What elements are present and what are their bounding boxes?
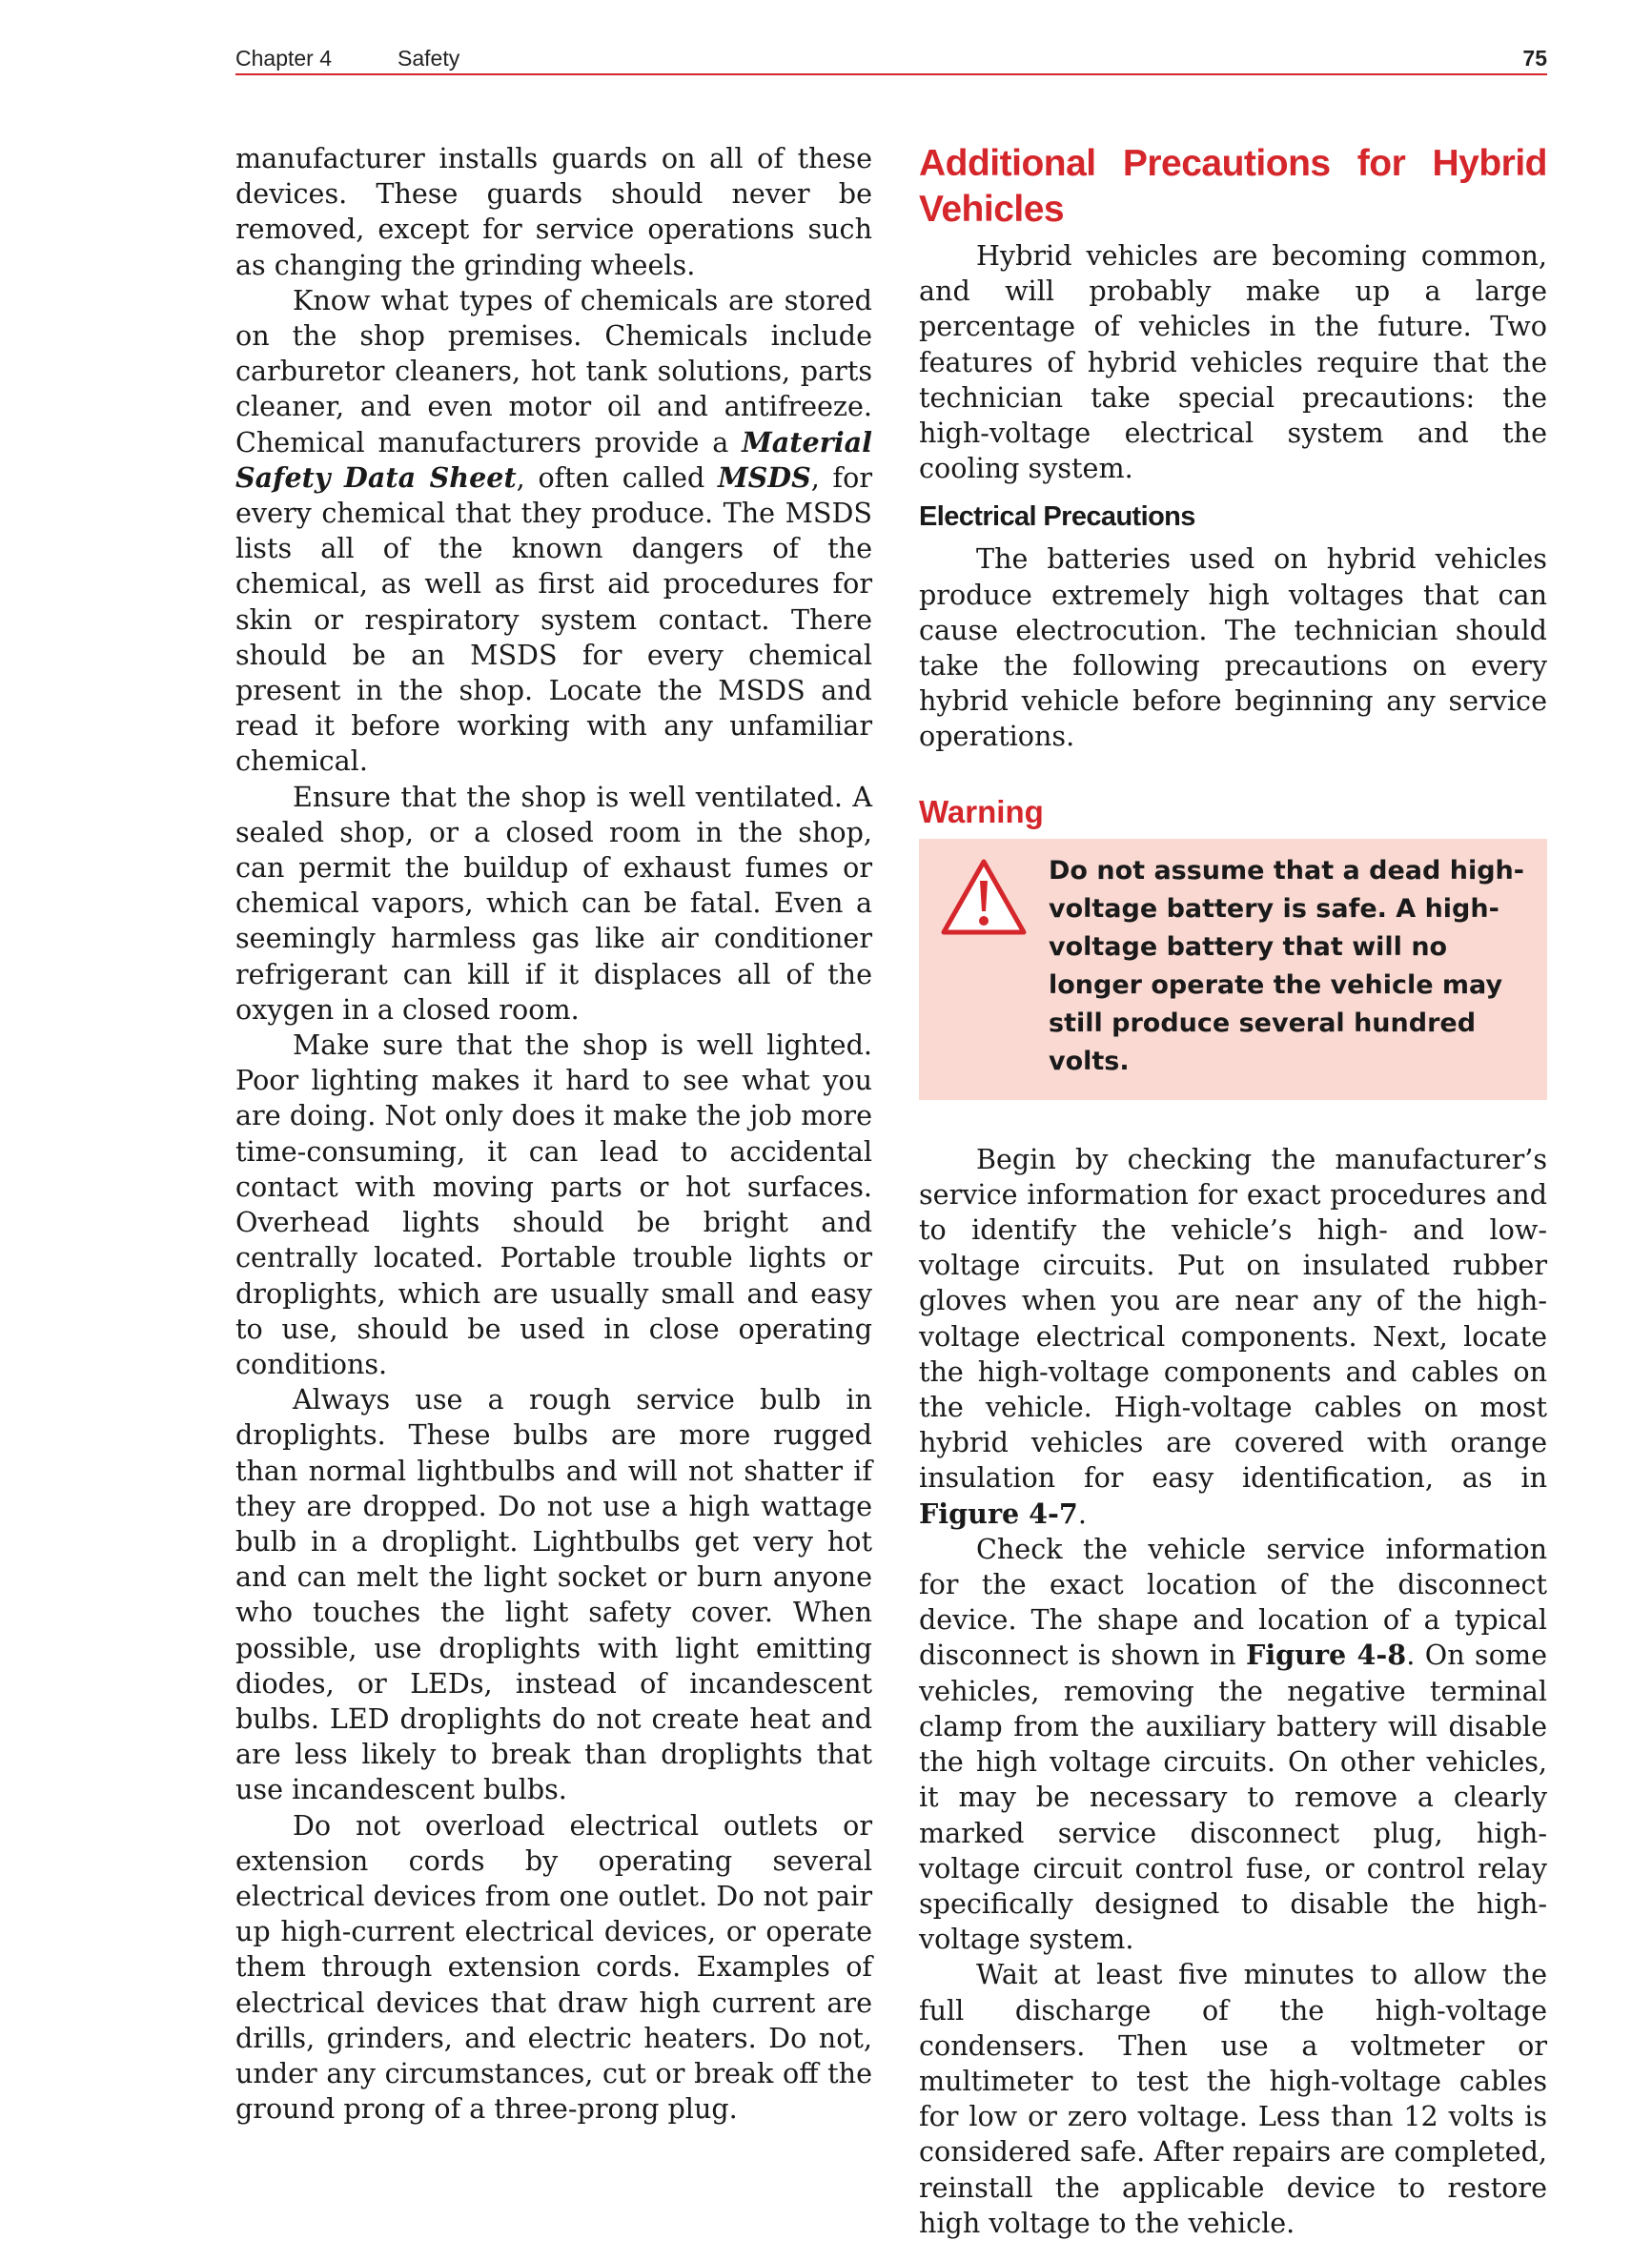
left-column bbox=[235, 141, 872, 2127]
text-run: Check the vehicle service information for the exact location of the disconnect device. The shape and location of a typical disconnect is shown in bbox=[919, 1532, 1547, 1672]
header-rule bbox=[235, 73, 1547, 75]
right-column bbox=[919, 141, 1547, 2241]
warning-label: Warning bbox=[919, 793, 1044, 829]
paragraph: Do not overload electrical outlets or extension cords by operating several electrical devices from one outlet. Do not pair up high-current electrical devices, or operate them through extension cords. Examples of electrical devices that draw high current are drills, grinders, and electric heaters. Do not, under any circumstances, cut or break off the ground prong of a three-prong plug. bbox=[235, 1808, 872, 2126]
paragraph: The batteries used on hybrid vehicles produce extremely high voltages that can cause electrocution. The technician should take the following precautions on every hybrid vehicle before beginning any service operations. bbox=[919, 542, 1547, 753]
warning-box bbox=[919, 839, 1547, 1100]
figure-reference: Figure 4-8 bbox=[1246, 1639, 1407, 1672]
paragraph: Ensure that the shop is well ventilated. A sealed shop, or a closed room in the shop, can permit the buildup of exhaust fumes or chemical vapors, which can be fatal. Even a seemingly harmless gas like air conditioner refrigerant can kill if it displaces all of the oxygen in a closed room. bbox=[235, 780, 872, 1026]
page-number: 75 bbox=[1522, 46, 1547, 71]
paragraph: Wait at least five minutes to allow the full discharge of the high-voltage condensers. Then use a voltmeter or multimeter to test the high-voltage cables for low or zero voltage. Less than 12 volts is considered safe. After repairs are completed, reinstall the applicable device to restore high voltage to the vehicle. bbox=[919, 1958, 1547, 2239]
paragraph-figure-4-8 bbox=[919, 1532, 1547, 1957]
text-run: . On some vehicles, removing the negative terminal clamp from the auxiliary battery will disable the high voltage circuits. On other vehicles, it may be necessary to remove a clearly marked service disconnect plug, high-voltage circuit control fuse, or control relay specifically designed to disable the high-voltage system. bbox=[919, 1639, 1547, 1956]
paragraph: manufacturer installs guards on all of these devices. These guards should never be removed, except for service operations such as changing the grinding wheels. bbox=[235, 142, 872, 281]
paragraph: Always use a rough service bulb in droplights. These bulbs are more rugged than normal lightbulbs and will not shatter if they are dropped. Do not use a high wattage bulb in a droplight. Lightbulbs get very hot and can melt the light socket or burn anyone who touches the light safety cover. When possible, use droplights with light emitting diodes, or LEDs, instead of incandescent bulbs. LED droplights do not create heat and are less likely to break than droplights that use incandescent bulbs. bbox=[235, 1383, 872, 1806]
chapter-label: Chapter 4 bbox=[235, 46, 333, 71]
warning-triangle-icon bbox=[938, 856, 1030, 938]
running-head bbox=[235, 44, 1547, 74]
paragraph: Make sure that the shop is well lighted. Poor lighting makes it hard to see what you are doing. Not only does it make the job more time-consuming, it can lead to accidental contact with moving parts or hot surfaces. Overhead lights should be bright and centrally located. Portable trouble lights or droplights, which are usually small and easy to use, should be used in close operating conditions. bbox=[235, 1029, 872, 1380]
text-run: , for every chemical that they produce. The MSDS lists all of the known dangers of the chemical, as well as first aid procedures for skin or respiratory system contact. There should be an MSDS for every chemical present in the shop. Locate the MSDS and read it before working with any unfamiliar chemical. bbox=[235, 460, 872, 778]
term-msds-full: Material Safety Data Sheet bbox=[235, 425, 872, 494]
paragraph-figure-4-7 bbox=[919, 1142, 1547, 1532]
warning-text: Do not assume that a dead high-voltage battery is safe. A high-voltage battery that will no longer operate the vehicle may still produce several hundred volts. bbox=[1049, 855, 1524, 1076]
text-run: Know what types of chemicals are stored on the shop premises. Chemicals include carburetor cleaners, hot tank solutions, parts cleaner, and even motor oil and antifreeze. Chemical manufacturers provide a bbox=[235, 283, 872, 458]
section-label: Safety bbox=[398, 46, 460, 71]
term-msds: MSDS bbox=[718, 460, 811, 494]
subhead: Electrical Precautions bbox=[919, 501, 1195, 533]
paragraph: Hybrid vehicles are becoming common, and will probably make up a large percentage of vehicles in the future. Two features of hybrid vehicles require that the technician take special precautions: the high-voltage electrical system and the cooling system. bbox=[919, 239, 1547, 485]
paragraph-msds bbox=[235, 283, 872, 780]
figure-reference: Figure 4-7 bbox=[919, 1497, 1078, 1530]
section-title: Additional Precautions for Hybrid Vehicles bbox=[919, 143, 1547, 230]
text-run: , often called bbox=[516, 460, 718, 494]
text-run: . bbox=[1077, 1497, 1087, 1530]
text-run: Begin by checking the manufacturer’s service information for exact procedures and to identify the vehicle’s high- and low-voltage circuits. Put on insulated rubber gloves when you are near any of the high-voltage electrical components. Next, locate the high-voltage components and cables on the vehicle. High-voltage cables on most hybrid vehicles are covered with orange insulation for easy identification, as in bbox=[919, 1142, 1547, 1495]
